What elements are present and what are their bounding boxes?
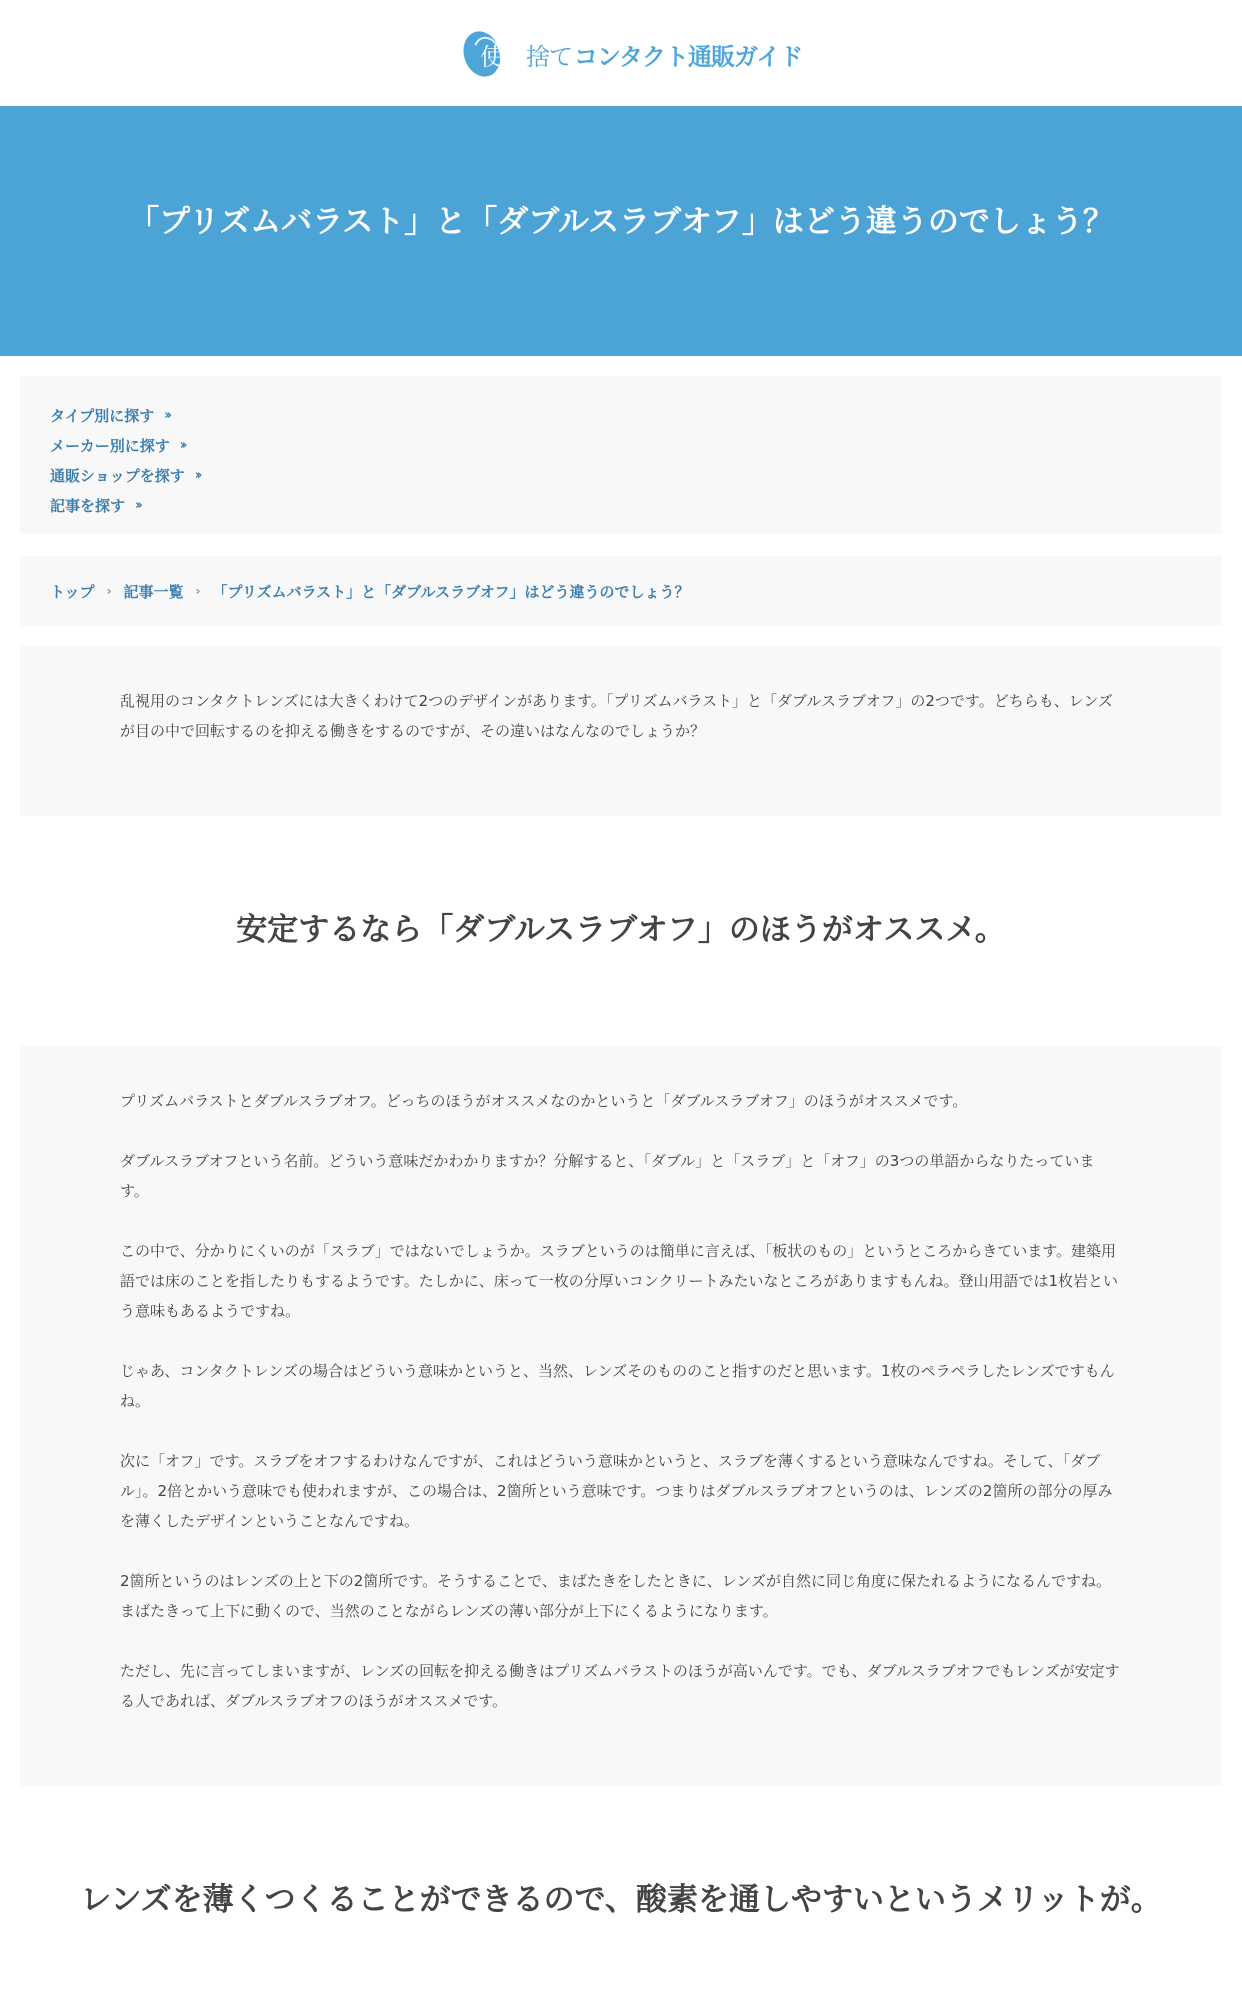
nav-item-label: メーカー別に探す: [50, 437, 170, 455]
hero-banner: [0, 106, 1242, 356]
body-paragraph: ただし、先に言ってしまいますが、レンズの回転を抑える働きはプリズムバラストのほうが高いんです。でも、ダブルスラブオフでもレンズが安定する人であれば、ダブルスラブオフのほうがオススメです。: [120, 1662, 1120, 1710]
body-paragraph: この中で、分かりにくいのが「スラブ」ではないでしょうか。スラブというのは簡単に言えば、「板状のもの」というところからきています。建築用語では床のことを指したりもするようです。たしかに、床って一枚の分厚いコンクリートみたいなところがありますもんね。登山用語では1枚岩という意味もあるようですね。: [120, 1242, 1119, 1320]
intro-box: [20, 646, 1222, 816]
breadcrumb-current[interactable]: 「プリズムバラスト」と「ダブルスラブオフ」はどう違うのでしょう？: [212, 582, 690, 601]
nav-item-label: タイプ別に探す: [50, 407, 155, 425]
body-paragraph: プリズムバラストとダブルスラブオフ。どっちのほうがオススメなのかというと「ダブルスラブオフ」のほうがオススメです。: [120, 1092, 968, 1110]
article-body: [20, 1046, 1222, 1786]
logo-main: コンタクト通販ガイド: [574, 42, 803, 71]
intro-paragraph: 乱視用のコンタクトレンズには大きくわけて2つのデザインがあります。「プリズムバラスト」と「ダブルスラブオフ」の2つです。どちらも、レンズが目の中で回転するのを抑える働きをするのですが、その違いはなんなのでしょうか？: [120, 692, 1113, 740]
logo-text: [480, 37, 802, 72]
breadcrumb-article-list[interactable]: 記事一覧: [123, 582, 184, 601]
body-paragraph: ダブルスラブオフという名前。どういう意味だかわかりますか？分解すると、「ダブル」と「スラブ」と「オフ」の3つの単語からなりたっています。: [120, 1152, 1095, 1200]
nav-item-shop[interactable]: [50, 461, 1222, 491]
section-heading-1: 安定するなら「ダブルスラブオフ」のほうがオススメ。: [236, 912, 1006, 948]
nav-item-articles[interactable]: [50, 491, 1222, 521]
nav-item-label: 通販ショップを探す: [50, 467, 185, 485]
double-chevron-right-icon: ››: [135, 498, 140, 513]
site-logo[interactable]: [462, 28, 802, 80]
nav-item-maker[interactable]: [50, 431, 1222, 461]
breadcrumb: [20, 556, 1222, 626]
body-paragraph: じゃあ、コンタクトレンズの場合はどういう意味かというと、当然、レンズそのもののこと指すのだと思います。1枚のペラペラしたレンズですもんね。: [120, 1362, 1115, 1410]
body-paragraph: 2箇所というのはレンズの上と下の2箇所です。そうすることで、まばたきをしたときに、レンズが自然に同じ角度に保たれるようになるんですね。まばたきって上下に動くので、当然のことながらレンズの薄い部分が上下にくるようになります。: [120, 1572, 1111, 1620]
double-chevron-right-icon: ››: [179, 438, 185, 453]
nav-item-type[interactable]: [50, 401, 1222, 431]
category-nav: [20, 376, 1222, 534]
site-header: [0, 0, 1242, 106]
breadcrumb-top[interactable]: トップ: [50, 582, 95, 601]
double-chevron-right-icon: ››: [164, 408, 169, 423]
logo-prefix-rest: 捨て: [526, 42, 572, 71]
body-paragraph: 次に「オフ」です。スラブをオフするわけなんですが、これはどういう意味かというと、スラブを薄くするという意味なんですね。そして、「ダブル」。2倍とかいう意味でも使われますが、この場合は、2箇所という意味です。つまりはダブルスラブオフというのは、レンズの2箇所の部分の厚みを薄くしたデザインということなんですね。: [120, 1452, 1113, 1530]
page-title: 「プリズムバラスト」と「ダブルスラブオフ」はどう違うのでしょう？: [128, 204, 1114, 240]
nav-item-label: 記事を探す: [50, 497, 126, 515]
chevron-right-icon: ›: [195, 584, 201, 598]
section-heading-2: レンズを薄くつくることができるので、酸素を通しやすいというメリットが。: [80, 1882, 1162, 1918]
logo-prefix: 使い: [480, 42, 526, 71]
chevron-right-icon: ›: [106, 584, 112, 598]
double-chevron-right-icon: ››: [194, 468, 200, 483]
